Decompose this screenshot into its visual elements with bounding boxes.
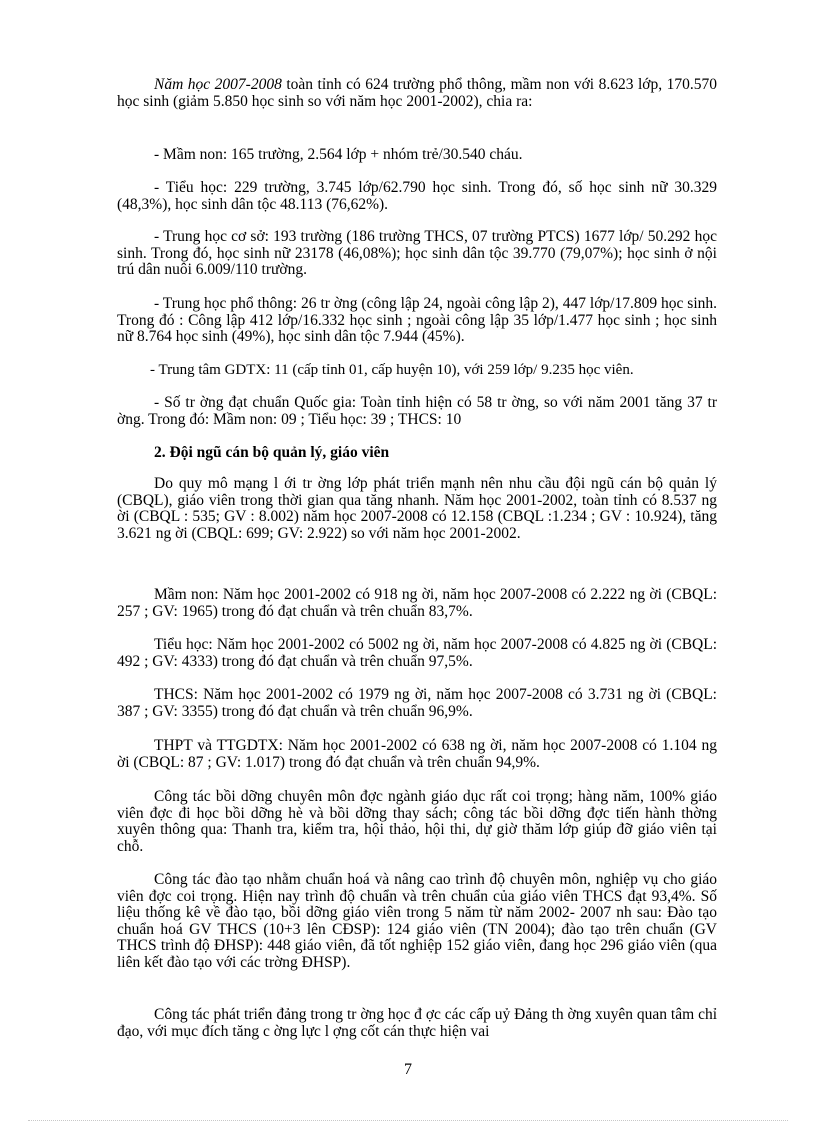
paragraph-staff-overview: Do quy mô mạng l ới tr ờng lớp phát triển mạnh nên nhu cầu đội ngũ cán bộ quản lý (CBQL), giáo viên trong thời gian qua tăng nhanh. Năm học 2001-2002, toàn tỉnh có 8.537 ng ời (CBQL : 535; GV : 8.002) năm học 2007-2008 có 12.158 (CBQL :1.234 ; GV : 10.924), tăng 3.621 ng ời (CBQL: 699; GV: 2.922) so với năm học 2001-2002. (117, 475, 717, 542)
school-year-label: Năm học 2007-2008 (154, 76, 282, 93)
paragraph-party-development: Công tác phát triển đảng trong tr ờng học đ ợc các cấp uỷ Đảng th ờng xuyên quan tâm chỉ đạo, với mục đích tăng c ờng lực l ợng cốt cán thực hiện vai (117, 1006, 717, 1040)
paragraph-primary: - Tiểu học: 229 trường, 3.745 lớp/62.790 học sinh. Trong đó, số học sinh nữ 30.329 (48,3%), học sinh dân tộc 48.113 (76,62%). (117, 179, 717, 213)
page-number: 7 (404, 1061, 412, 1078)
paragraph-gdtx: - Trung tâm GDTX: 11 (cấp tỉnh 01, cấp huyện 10), với 259 lớp/ 9.235 học viên. (150, 362, 634, 378)
paragraph-education: Công tác đào tạo nhằm chuẩn hoá và nâng cao trình độ chuyên môn, nghiệp vụ cho giáo viên đợc coi trọng. Hiện nay trình độ chuẩn và trên chuẩn của giáo viên THCS đạt 93,4%. Số liệu thống kê về đào tạo, bồi dỡng giáo viên trong 5 năm từ năm 2002- 2007 nh sau: Đào tạo chuẩn hoá GV THCS (10+3 lên CĐSP): 124 giáo viên (TN 2004); đào tạo trên chuẩn (GV THCS trình độ ĐHSP): 448 giáo viên, đã tốt nghiệp 152 giáo viên, đang học 296 giáo viên (qua liên kết đào tạo với các trờng ĐHSP). (117, 871, 717, 971)
paragraph-preschool: - Mầm non: 165 trường, 2.564 lớp + nhóm trẻ/30.540 cháu. (154, 146, 523, 163)
paragraph-lower-secondary: - Trung học cơ sở: 193 trường (186 trường THCS, 07 trường PTCS) 1677 lớp/ 50.292 học sinh. Trong đó, học sinh nữ 23178 (46,08%); học sinh dân tộc 39.770 (79,07%); học sinh ở nội trú dân nuôi 6.009/110 trường. (117, 228, 717, 279)
section-heading: 2. Đội ngũ cán bộ quản lý, giáo viên (154, 444, 390, 461)
paragraph-staff-primary: Tiểu học: Năm học 2001-2002 có 5002 ng ời, năm học 2007-2008 có 4.825 ng ời (CBQL: 492 ; GV: 4333) trong đó đạt chuẩn và trên chuẩn 97,5%. (117, 636, 717, 670)
paragraph-upper-secondary: - Trung học phổ thông: 26 tr ờng (công lập 24, ngoài công lập 2), 447 lớp/17.809 học sinh. Trong đó : Công lập 412 lớp/16.332 học sinh ; ngoài công lập 35 lớp/1.477 học sinh ; học sinh nữ 8.764 học sinh (49%), học sinh dân tộc 7.944 (45%). (117, 295, 717, 346)
paragraph-staff-preschool: Mầm non: Năm học 2001-2002 có 918 ng ời, năm học 2007-2008 có 2.222 ng ời (CBQL: 257 ; GV: 1965) trong đó đạt chuẩn và trên chuẩn 83,7%. (117, 586, 717, 620)
paragraph-staff-thpt: THPT và TTGDTX: Năm học 2001-2002 có 638 ng ời, năm học 2007-2008 có 1.104 ng ời (CBQL: 87 ; GV: 1.017) trong đó đạt chuẩn và trên chuẩn 94,9%. (117, 737, 717, 771)
paragraph-staff-thcs: THCS: Năm học 2001-2002 có 1979 ng ời, năm học 2007-2008 có 3.731 ng ời (CBQL: 387 ; GV: 3355) trong đó đạt chuẩn và trên chuẩn 96,9%. (117, 686, 717, 720)
page-bottom-divider (28, 1120, 788, 1121)
school-year-text: toàn tỉnh có 624 trường phổ thông, mầm non với 8.623 lớp, 170.570 học sinh (giảm 5.850 học sinh so với năm học 2001-2002), chia ra: (117, 76, 717, 110)
paragraph-standard-schools: - Số tr ờng đạt chuẩn Quốc gia: Toàn tỉnh hiện có 58 tr ờng, so với năm 2001 tăng 37 tr ờng. Trong đó: Mầm non: 09 ; Tiểu học: 39 ; THCS: 10 (117, 394, 717, 428)
paragraph-school-year (117, 77, 717, 110)
paragraph-training: Công tác bồi dỡng chuyên môn đợc ngành giáo dục rất coi trọng; hàng năm, 100% giáo viên đợc đi học bồi dỡng hè và bồi dỡng thay sách; công tác bồi dỡng đợc tiến hành thờng xuyên thông qua: Thanh tra, kiểm tra, hội thảo, hội thi, dự giờ thăm lớp giúp đỡ giáo viên tại chỗ. (117, 788, 717, 855)
